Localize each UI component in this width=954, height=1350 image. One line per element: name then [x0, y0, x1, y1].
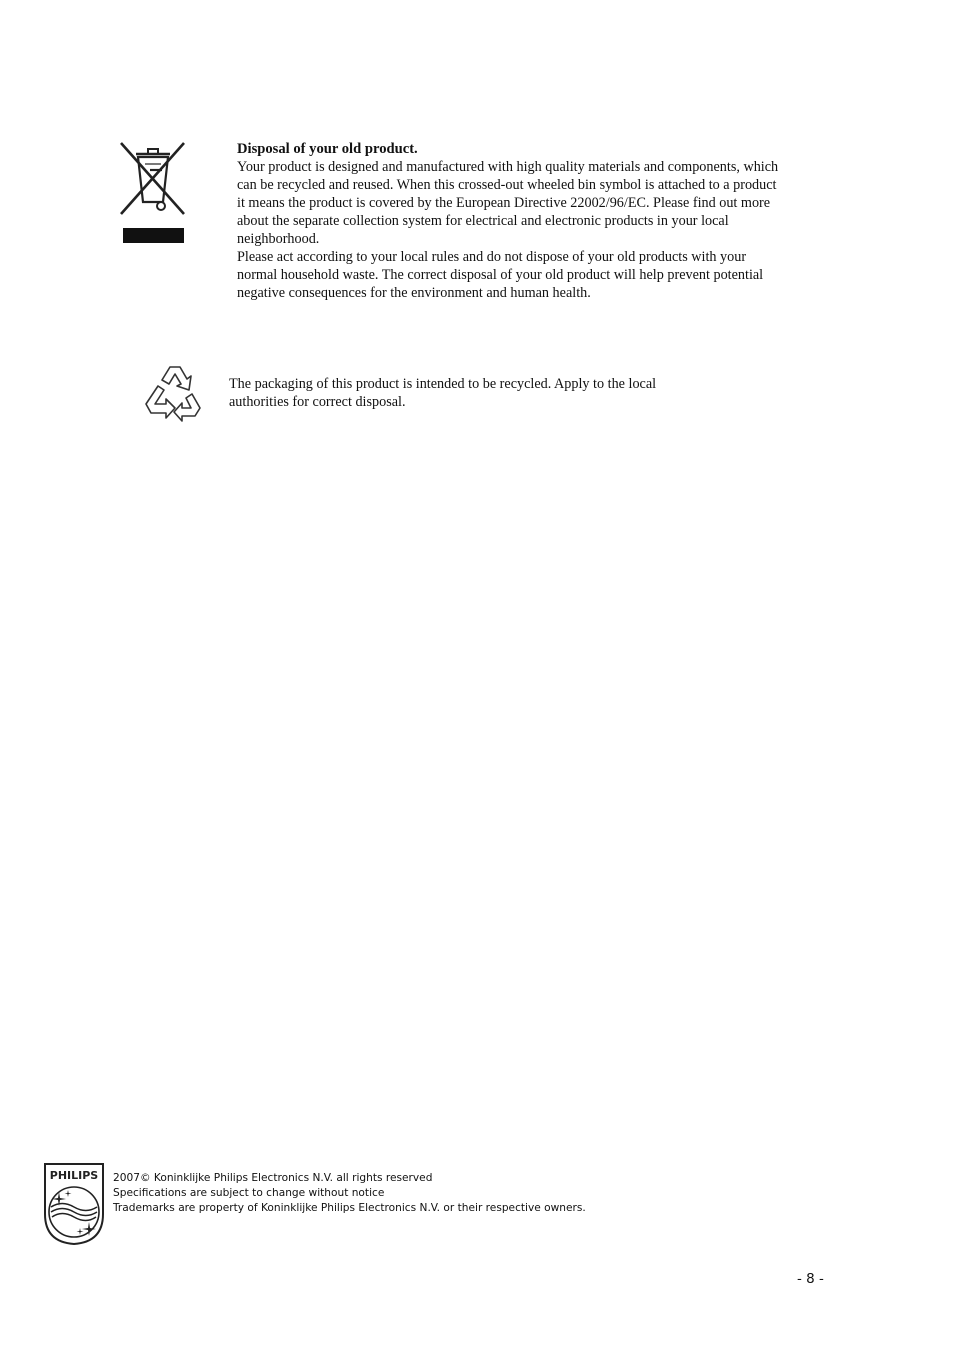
footer-legal [113, 1171, 586, 1216]
footer-trademarks: Trademarks are property of Koninklijke Philips Electronics N.V. or their respective owners. [113, 1202, 586, 1214]
page-number: - 8 - [797, 1271, 824, 1287]
footer-specifications: Specifications are subject to change without notice [113, 1187, 385, 1199]
philips-shield-icon [42, 1162, 106, 1246]
disposal-paragraph-1: Your product is designed and manufactured with high quality materials and components, which can be recycled and reused. When this crossed-out wheeled bin symbol is attached to a product it means the product is covered by the European Directive 22002/96/EC. Please find out more about the separate collection system for electrical and electronic products in your local neighborhood. [237, 159, 779, 247]
packaging-note: The packaging of this product is intended to be recycled. Apply to the local authorities for correct disposal. [229, 376, 657, 410]
disposal-heading: Disposal of your old product. [237, 141, 418, 157]
recycling-arrows-icon [140, 360, 206, 426]
crossed-out-wheeled-bin-icon [118, 140, 188, 246]
footer-copyright: 2007© Koninklijke Philips Electronics N.V. all rights reserved [113, 1172, 433, 1184]
disposal-paragraph-2: Please act according to your local rules and do not dispose of your old products with your normal household waste. The correct disposal of your old product will help prevent potential negative consequences for the environment and human health. [237, 249, 764, 301]
philips-wordmark: PHILIPS [49, 1169, 99, 1182]
disposal-section [237, 140, 787, 302]
